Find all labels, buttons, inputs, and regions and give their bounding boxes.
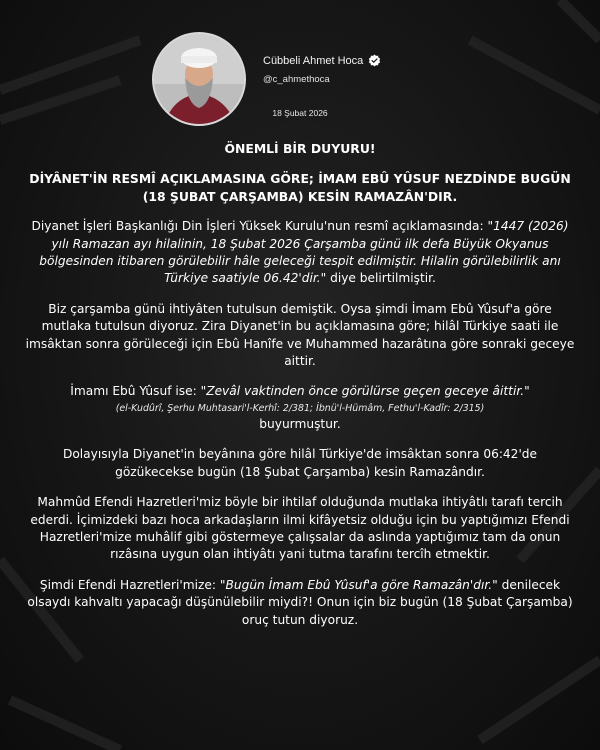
p3-outro: buyurmuştur. — [259, 416, 341, 431]
author-row — [263, 54, 381, 67]
p3-quote: "Zevâl vaktinden önce görülürse geçen geceye âittir." — [200, 384, 530, 399]
p6-intro: Şimdi Efendi Hazretleri'mize: — [39, 577, 217, 592]
post-date: 18 Şubat 2026 — [272, 108, 328, 118]
paragraph-2: Biz çarşamba günü ihtiyâten tutulsun demiştik. Oysa şimdi İmam Ebû Yûsuf'a göre mutlaka tutulsun diyoruz. Zira Diyanet'in bu açıklamasına göre; hilâl Türkiye saati ile imsâktan sonra görüleceği için Ebû Hanîfe ve Muhammed hazarâtına göre sonraki geceye aittir. — [25, 301, 575, 369]
paragraph-3 — [22, 383, 578, 433]
author-name[interactable]: Cübbeli Ahmet Hoca — [263, 54, 364, 67]
announcement-title: ÖNEMLİ BİR DUYURU! — [224, 141, 376, 156]
paragraph-1 — [22, 218, 578, 288]
post-body — [22, 140, 578, 642]
p3-intro: İmamı Ebû Yûsuf ise: — [70, 384, 197, 399]
p6-quote: "Bugün İmam Ebû Yûsuf'a göre Ramazân'dır." — [219, 577, 498, 592]
p6-outro: denilecek olsaydı kahvaltı yapacağı düşünülebilir miydi?! Onun için biz bugün (18 Şubat Çarşamba) oruç tutun diyoruz. — [27, 577, 573, 627]
p1-outro: diye belirtilmiştir. — [330, 271, 436, 286]
p1-quote: "1447 (2026) yılı Ramazan ayı hilalinin, 18 Şubat 2026 Çarşamba günü ilk defa Büyük Okyanus bölgesinden itibaren görülebilir hâle geleceği tespit edilmiştir. Hilalin görülebilirlik anı Türkiye saatiyle 06.42'dir." — [39, 219, 569, 286]
paragraph-4: Dolayısıyla Diyanet'in beyânına göre hilâl Türkiye'de imsâktan sonra 06:42'de gözükecekse bugün (18 Şubat Çarşamba) kesin Ramazândır. — [62, 447, 538, 479]
paragraph-5: Mahmûd Efendi Hazretleri'miz böyle bir ihtilaf olduğunda mutlaka ihtiyâtlı tarafı tercih ederdi. İçimizdeki bazı hoca arkadaşların ilmi kifâyetsiz olduğu için bu yaptığımızı Efendi Hazretleri'mize muhâlif gibi göstermeye çalışsalar da aslında yaptığımız tam da onun rızâsına uygun olan ihtiyâtı yani tutma tarafını tercîh etmektir. — [30, 495, 570, 562]
p3-citation: (el-Kudûrî, Şerhu Muhtasari'l-Kerhî: 2/381; İbnü'l-Hümâm, Fethu'l-Kadîr: 2/315) — [115, 402, 485, 414]
p1-intro: Diyanet İşleri Başkanlığı Din İşleri Yüksek Kurulu'nun resmî açıklamasında: — [31, 219, 484, 234]
author-handle[interactable]: @c_ahmethoca — [263, 74, 330, 85]
paragraph-6 — [22, 577, 578, 629]
announcement-subtitle: DİYÂNET'İN RESMÎ AÇIKLAMASINA GÖRE; İMAM EBÛ YÛSUF NEZDİNDE BUGÜN (18 ŞUBAT ÇARŞAMBA) KESİN RAMAZÂN'DIR. — [29, 171, 571, 204]
verified-badge-icon — [368, 54, 381, 67]
